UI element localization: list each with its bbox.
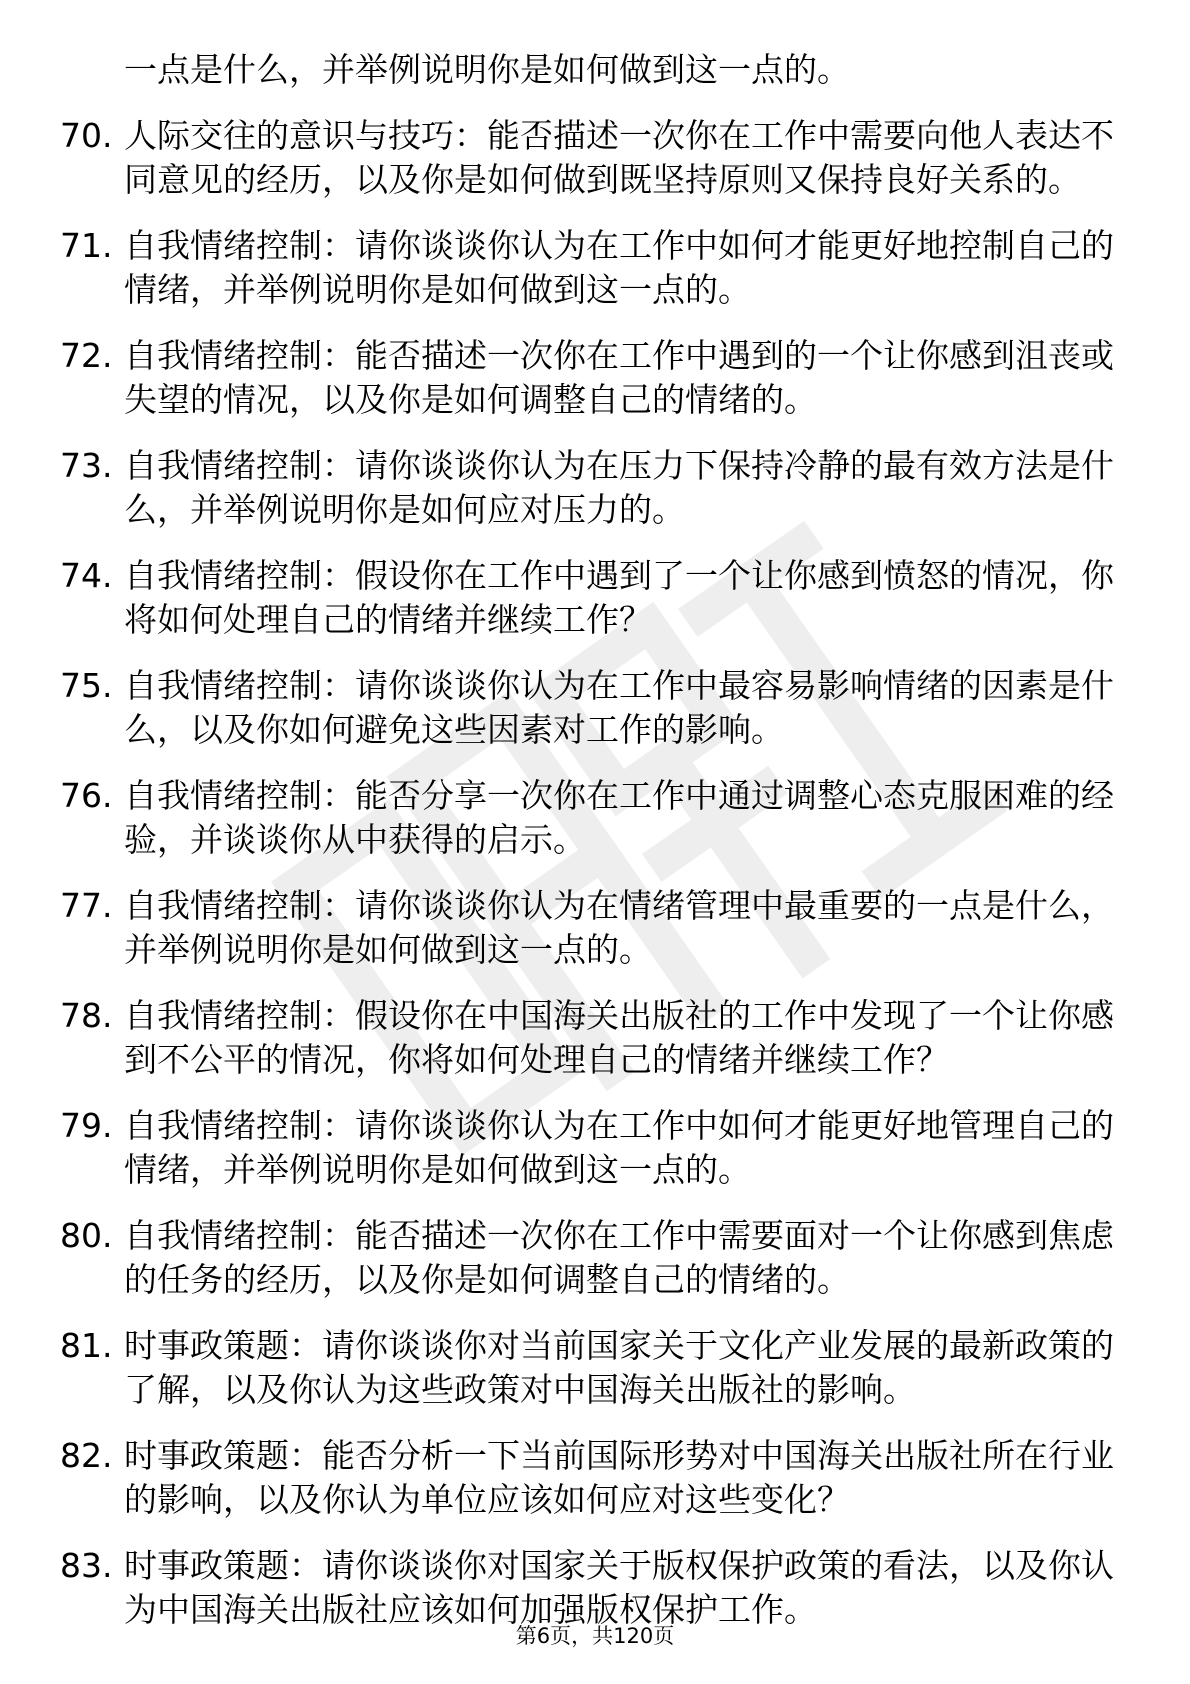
- question-number: 83.: [60, 1546, 113, 1585]
- question-number: 81.: [60, 1326, 113, 1365]
- question-text: 自我情绪控制：请你谈谈你认为在工作中如何才能更好地控制自己的情绪，并举例说明你是如何做到这一点的。: [124, 226, 1114, 309]
- question-item: [60, 444, 1120, 532]
- question-item: [60, 1214, 1120, 1302]
- question-text: 自我情绪控制：能否描述一次你在工作中需要面对一个让你感到焦虑的任务的经历，以及你是如何调整自己的情绪的。: [124, 1216, 1114, 1299]
- question-item: [60, 114, 1120, 202]
- question-number: 72.: [60, 336, 113, 375]
- question-text: 时事政策题：请你谈谈你对国家关于版权保护政策的看法，以及你认为中国海关出版社应该如何加强版权保护工作。: [124, 1546, 1114, 1629]
- question-text: 时事政策题：能否分析一下当前国际形势对中国海关出版社所在行业的影响，以及你认为单位应该如何应对这些变化？: [124, 1436, 1114, 1519]
- question-text: 自我情绪控制：请你谈谈你认为在压力下保持冷静的最有效方法是什么，并举例说明你是如何应对压力的。: [124, 446, 1114, 529]
- question-item: [60, 1104, 1120, 1192]
- question-text: 自我情绪控制：请你谈谈你认为在工作中最容易影响情绪的因素是什么，以及你如何避免这些因素对工作的影响。: [124, 666, 1114, 749]
- question-text: 自我情绪控制：能否描述一次你在工作中遇到的一个让你感到沮丧或失望的情况，以及你是如何调整自己的情绪的。: [124, 336, 1114, 419]
- question-number: 77.: [60, 886, 113, 925]
- question-item: [60, 1544, 1120, 1632]
- question-number: 73.: [60, 446, 113, 485]
- question-number: 71.: [60, 226, 113, 265]
- question-item: [60, 664, 1120, 752]
- question-number: 70.: [60, 116, 113, 155]
- question-number: 74.: [60, 556, 113, 595]
- question-item: [60, 994, 1120, 1082]
- question-item: [60, 224, 1120, 312]
- question-number: 76.: [60, 776, 113, 815]
- question-number: 79.: [60, 1106, 113, 1145]
- question-text: 时事政策题：请你谈谈你对当前国家关于文化产业发展的最新政策的了解，以及你认为这些政策对中国海关出版社的影响。: [124, 1326, 1114, 1409]
- question-item: [60, 774, 1120, 862]
- page-footer: 第6页，共120页: [515, 1624, 675, 1648]
- question-text: 人际交往的意识与技巧：能否描述一次你在工作中需要向他人表达不同意见的经历，以及你是如何做到既坚持原则又保持良好关系的。: [124, 116, 1114, 199]
- question-number: 82.: [60, 1436, 113, 1475]
- question-content: [60, 48, 1120, 1632]
- question-text: 自我情绪控制：能否分享一次你在工作中通过调整心态克服困难的经验，并谈谈你从中获得的启示。: [124, 776, 1114, 859]
- question-number: 78.: [60, 996, 113, 1035]
- question-number: 80.: [60, 1216, 113, 1255]
- question-text: 自我情绪控制：请你谈谈你认为在情绪管理中最重要的一点是什么，并举例说明你是如何做到这一点的。: [124, 886, 1114, 969]
- question-text: 自我情绪控制：请你谈谈你认为在工作中如何才能更好地管理自己的情绪，并举例说明你是如何做到这一点的。: [124, 1106, 1114, 1189]
- question-item: [60, 1324, 1120, 1412]
- question-list: [60, 114, 1120, 1632]
- question-number: 75.: [60, 666, 113, 705]
- question-text: 自我情绪控制：假设你在工作中遇到了一个让你感到愤怒的情况，你将如何处理自己的情绪并继续工作？: [124, 556, 1114, 639]
- question-item: [60, 1434, 1120, 1522]
- continued-text: 一点是什么，并举例说明你是如何做到这一点的。: [124, 50, 850, 89]
- question-text: 自我情绪控制：假设你在中国海关出版社的工作中发现了一个让你感到不公平的情况，你将如何处理自己的情绪并继续工作？: [124, 996, 1114, 1079]
- question-item: [60, 554, 1120, 642]
- question-item: [60, 334, 1120, 422]
- question-item: [60, 884, 1120, 972]
